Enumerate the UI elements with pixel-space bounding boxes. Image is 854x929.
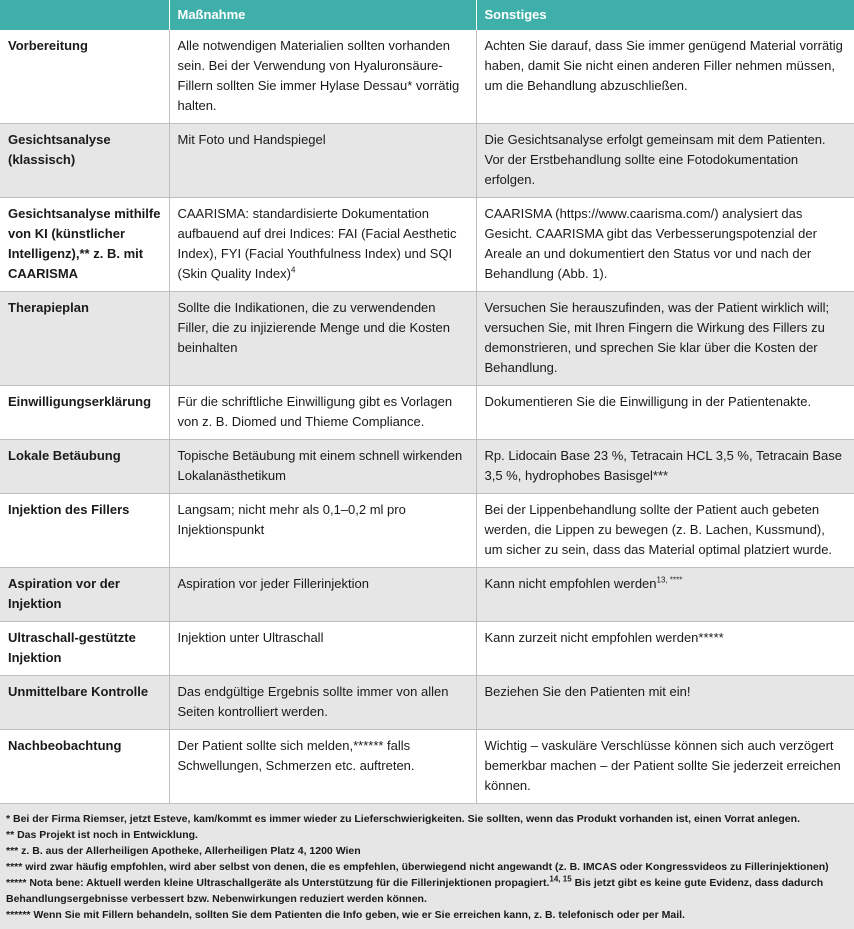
footnote: ** Das Projekt ist noch in Entwicklung. xyxy=(6,827,848,843)
row-massnahme: Alle notwendigen Materialien sollten vorhanden sein. Bei der Verwendung von Hyaluronsäure-Fillern sollten Sie immer Hylase Dessau* vorrätig halten. xyxy=(169,30,476,124)
row-massnahme: Aspiration vor jeder Fillerinjektion xyxy=(169,568,476,622)
row-massnahme: Injektion unter Ultraschall xyxy=(169,622,476,676)
header-sonstiges: Sonstiges xyxy=(476,0,854,30)
reference-superscript: 13, **** xyxy=(657,576,683,585)
reference-superscript: 14, 15 xyxy=(549,875,571,884)
table-row xyxy=(0,568,854,622)
row-label: Gesichtsanalyse (klassisch) xyxy=(0,124,169,198)
row-massnahme: Sollte die Indikationen, die zu verwendenden Filler, die zu injizierende Menge und die Kosten beinhalten xyxy=(169,292,476,386)
footnotes-row xyxy=(0,804,854,929)
table-row xyxy=(0,198,854,292)
table-row xyxy=(0,676,854,730)
row-sonstiges: Dokumentieren Sie die Einwilligung in der Patientenakte. xyxy=(476,386,854,440)
row-label: Nachbeobachtung xyxy=(0,730,169,804)
row-massnahme: Topische Betäubung mit einem schnell wirkenden Lokalanästhetikum xyxy=(169,440,476,494)
table-row xyxy=(0,622,854,676)
row-label: Vorbereitung xyxy=(0,30,169,124)
footnote: *** z. B. aus der Allerheiligen Apotheke, Allerheiligen Platz 4, 1200 Wien xyxy=(6,843,848,859)
row-massnahme: Das endgültige Ergebnis sollte immer von allen Seiten kontrolliert werden. xyxy=(169,676,476,730)
row-massnahme: Langsam; nicht mehr als 0,1–0,2 ml pro Injektionspunkt xyxy=(169,494,476,568)
table-row xyxy=(0,386,854,440)
row-label: Einwilligungserklärung xyxy=(0,386,169,440)
row-label: Aspiration vor der Injektion xyxy=(0,568,169,622)
row-sonstiges: Die Gesichtsanalyse erfolgt gemeinsam mit dem Patienten. Vor der Erstbehandlung sollte eine Fotodokumentation erfolgen. xyxy=(476,124,854,198)
row-massnahme: Mit Foto und Handspiegel xyxy=(169,124,476,198)
row-sonstiges: Versuchen Sie herauszufinden, was der Patient wirklich will; versuchen Sie, mit Ihren Fingern die Wirkung des Fillers zu demonstrieren, und sprechen Sie klar über die Kosten der Behandlung. xyxy=(476,292,854,386)
footnote: ****** Wenn Sie mit Fillern behandeln, sollten Sie dem Patienten die Info geben, wie er Sie erreichen kann, z. B. telefonisch oder per Mail. xyxy=(6,907,848,923)
table-row xyxy=(0,494,854,568)
reference-superscript: 4 xyxy=(291,266,295,275)
row-label: Gesichtsanalyse mithilfe von KI (künstlicher Intelligenz),** z. B. mit CAARISMA xyxy=(0,198,169,292)
footnotes xyxy=(0,804,854,929)
row-sonstiges: CAARISMA (https://www.caarisma.com/) analysiert das Gesicht. CAARISMA gibt das Verbesserungspotenzial der Areale an und dokumentiert den Status vor und nach der Behandlung (Abb. 1). xyxy=(476,198,854,292)
sonstiges-text: Kann nicht empfohlen werden xyxy=(485,576,657,591)
footnote xyxy=(6,875,848,907)
row-massnahme: Für die schriftliche Einwilligung gibt es Vorlagen von z. B. Diomed und Thieme Compliance. xyxy=(169,386,476,440)
footnote-text: ***** Nota bene: Aktuell werden kleine Ultraschallgeräte als Unterstützung für die Fillerinjektionen propagiert. xyxy=(6,877,549,889)
row-sonstiges: Wichtig – vaskuläre Verschlüsse können sich auch verzögert bemerkbar machen – der Patient sollte Sie jederzeit erreichen können. xyxy=(476,730,854,804)
row-label: Injektion des Fillers xyxy=(0,494,169,568)
row-massnahme: Der Patient sollte sich melden,****** falls Schwellungen, Schmerzen etc. auftreten. xyxy=(169,730,476,804)
row-label: Ultraschall-gestützte Injektion xyxy=(0,622,169,676)
row-sonstiges: Achten Sie darauf, dass Sie immer genügend Material vorrätig haben, damit Sie nicht einen anderen Filler nehmen müssen, um die Behandlung abzuschließen. xyxy=(476,30,854,124)
row-label: Lokale Betäubung xyxy=(0,440,169,494)
row-label: Unmittelbare Kontrolle xyxy=(0,676,169,730)
row-sonstiges: Beziehen Sie den Patienten mit ein! xyxy=(476,676,854,730)
table-row xyxy=(0,292,854,386)
row-sonstiges: Rp. Lidocain Base 23 %, Tetracain HCL 3,5 %, Tetracain Base 3,5 %, hydrophobes Basisgel*** xyxy=(476,440,854,494)
table-row xyxy=(0,124,854,198)
row-sonstiges: Bei der Lippenbehandlung sollte der Patient auch gebeten werden, die Lippen zu bewegen (z. B. Lachen, Kussmund), um sicher zu sein, dass das Material optimal platziert wurde. xyxy=(476,494,854,568)
header-massnahme: Maßnahme xyxy=(169,0,476,30)
row-massnahme xyxy=(169,198,476,292)
header-empty xyxy=(0,0,169,30)
table-header-row xyxy=(0,0,854,30)
footnote: * Bei der Firma Riemser, jetzt Esteve, kam/kommt es immer wieder zu Lieferschwierigkeiten. Sie sollten, wenn das Produkt vorhanden ist, einen Vorrat anlegen. xyxy=(6,811,848,827)
table-row xyxy=(0,440,854,494)
table-row xyxy=(0,30,854,124)
table-row xyxy=(0,730,854,804)
row-label: Therapieplan xyxy=(0,292,169,386)
footnote: **** wird zwar häufig empfohlen, wird aber selbst von denen, die es empfehlen, überwiegend nicht angewandt (z. B. IMCAS oder Kongressvideos zu Fillerinjektionen) xyxy=(6,859,848,875)
row-sonstiges: Kann zurzeit nicht empfohlen werden***** xyxy=(476,622,854,676)
footnote-text: Bis jetzt gibt es keine gute Evidenz, dass dadurch Behandlungsergebnisse verbessert bzw. Nebenwirkungen reduziert werden können. xyxy=(6,877,823,905)
massnahme-text: CAARISMA: standardisierte Dokumentation aufbauend auf drei Indices: FAI (Facial Aesthetic Index), FYI (Facial Youthfulness Index) und SQI (Skin Quality Index) xyxy=(178,206,457,281)
row-sonstiges xyxy=(476,568,854,622)
